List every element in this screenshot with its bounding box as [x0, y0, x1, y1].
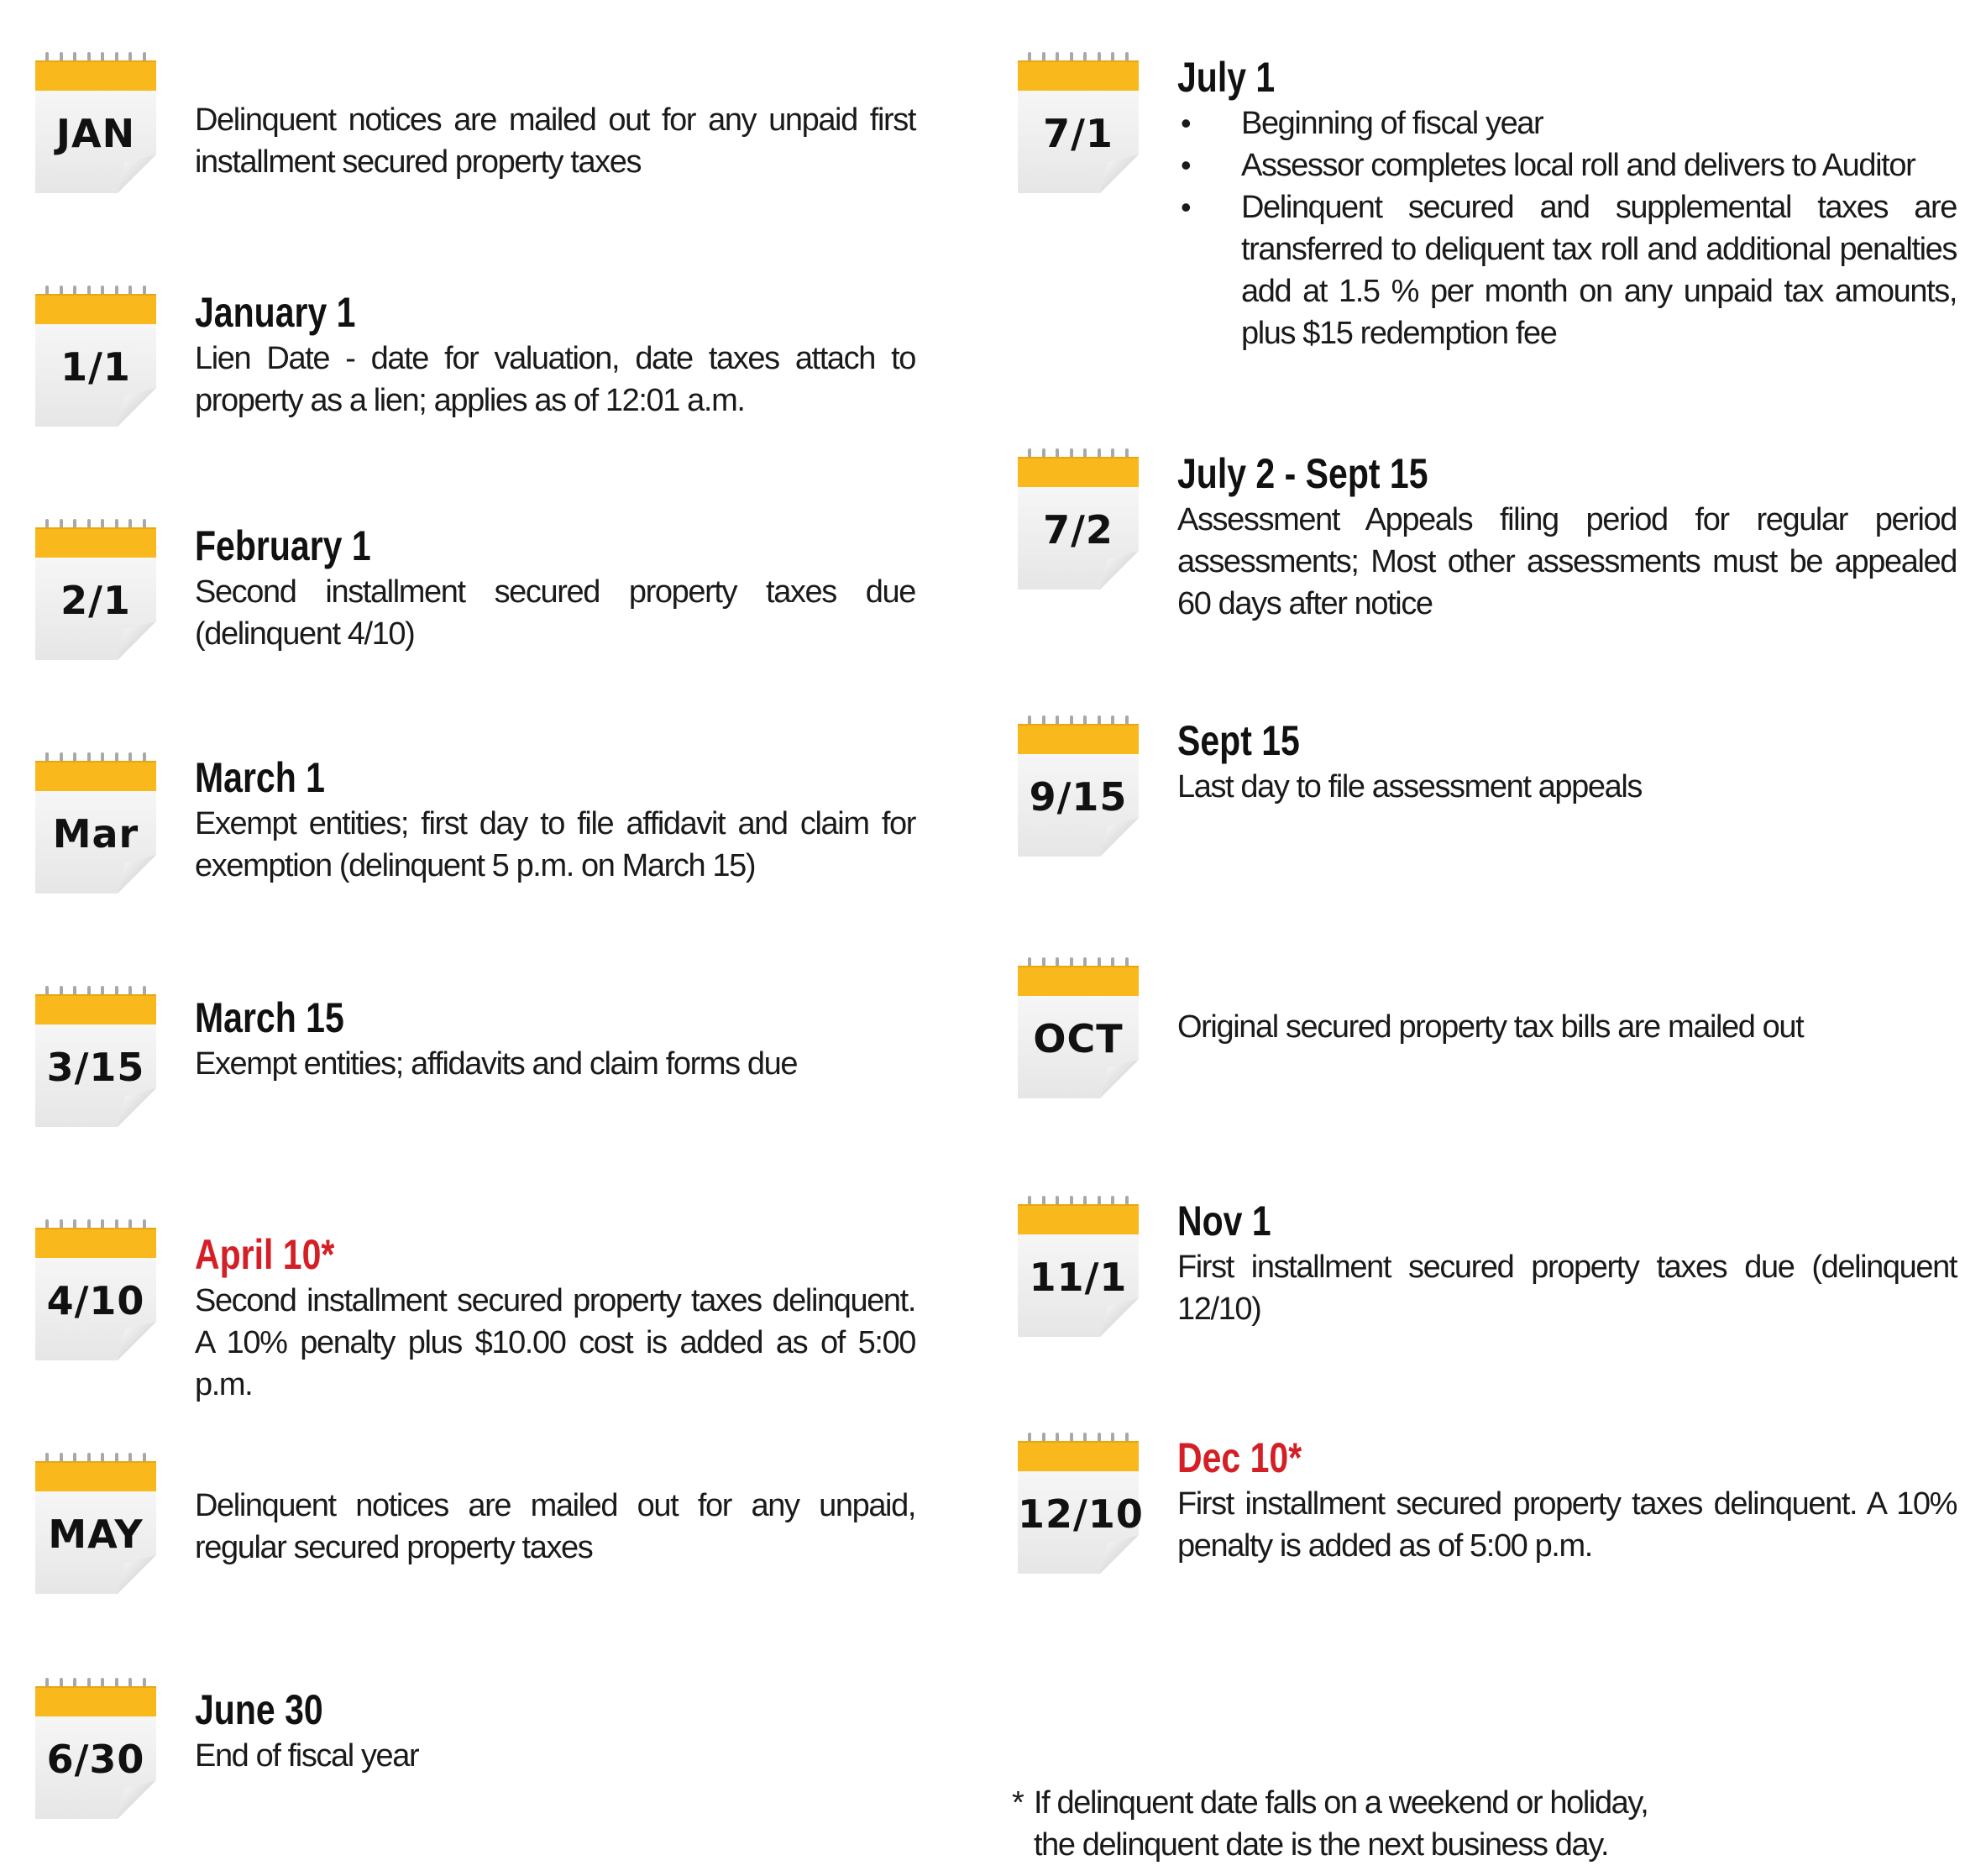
- footnote-asterisk: *: [1012, 1785, 1024, 1821]
- calendar-icon: [35, 1678, 156, 1819]
- calendar-icon: [35, 986, 156, 1127]
- calendar-icon: [35, 52, 156, 193]
- entry-title: June 30: [195, 1686, 323, 1733]
- entry-description: End of fiscal year: [195, 1738, 419, 1774]
- entry-title: March 1: [195, 754, 325, 801]
- calendar-icon: [35, 519, 156, 660]
- calendar-label: MAY: [48, 1512, 144, 1557]
- calendar-label: 6/30: [46, 1737, 145, 1782]
- entry-description: Delinquent notices are mailed out for any unpaid first installment secured property taxes: [195, 102, 915, 180]
- entry-title: January 1: [195, 289, 356, 336]
- calendar-icon: [1018, 1433, 1144, 1574]
- calendar-label: Mar: [52, 811, 139, 857]
- calendar-label: 2/1: [60, 578, 131, 623]
- calendar-label: 3/15: [46, 1045, 145, 1090]
- entry-description: First installment secured property taxes delinquent. A 10% penalty is added as of 5:00 p.m.: [1177, 1486, 1957, 1564]
- calendar-label: 1/1: [60, 344, 131, 390]
- entry-description: Delinquent notices are mailed out for any unpaid, regular secured property taxes: [195, 1488, 915, 1565]
- calendar-icon: [35, 1219, 156, 1360]
- entry-description: Second installment secured property taxes delinquent. A 10% penalty plus $10.00 cost is added as of 5:00 p.m.: [195, 1283, 915, 1402]
- calendar-label: 7/1: [1043, 111, 1114, 156]
- calendar-label: 9/15: [1029, 774, 1128, 820]
- bullet-list: [1177, 102, 1957, 354]
- bullet-item: • Assessor completes local roll and delivers to Auditor: [1177, 144, 1957, 186]
- entry-description: Assessment Appeals filing period for regular period assessments; Most other assessments must be appealed 60 days after notice: [1177, 502, 1957, 621]
- bullet-item: • Delinquent secured and supplemental taxes are transferred to deliquent tax roll and additional penalties add at 1.5 % per month on any unpaid tax amounts, plus $15 redemption fee: [1177, 186, 1957, 354]
- entry-title: Sept 15: [1177, 717, 1300, 764]
- calendar-icon: [1018, 957, 1139, 1098]
- entry-title: July 1: [1177, 54, 1276, 101]
- entry-title: Dec 10*: [1177, 1434, 1302, 1481]
- calendar-icon: [35, 752, 156, 893]
- calendar-icon: [1018, 1196, 1139, 1337]
- entry-title: Nov 1: [1177, 1197, 1271, 1245]
- bullet-item: • Beginning of fiscal year: [1177, 102, 1957, 144]
- entry-title: July 2 - Sept 15: [1177, 450, 1428, 497]
- calendar-label: OCT: [1033, 1016, 1124, 1061]
- calendar-label: 12/10: [1018, 1491, 1144, 1537]
- calendar-label: 7/2: [1043, 507, 1114, 553]
- calendar-label: 4/10: [46, 1278, 145, 1323]
- entry-description: Last day to file assessment appeals: [1177, 769, 1643, 804]
- footnote-line: If delinquent date falls on a weekend or holiday,: [1034, 1785, 1648, 1821]
- calendar-icon: [1018, 715, 1139, 857]
- entry-description: Lien Date - date for valuation, date taxes attach to property as a lien; applies as of 12:01 a.m.: [195, 341, 915, 418]
- calendar-icon: [35, 1453, 156, 1594]
- entry-title: March 15: [195, 994, 344, 1041]
- calendar-icon: [35, 286, 156, 427]
- entry-title: April 10*: [195, 1231, 335, 1278]
- calendar-label: JAN: [55, 111, 136, 156]
- entry-description: First installment secured property taxes due (delinquent 12/10): [1177, 1250, 1957, 1327]
- entry-description: Exempt entities; first day to file affidavit and claim for exemption (delinquent 5 p.m. on March 15): [195, 806, 915, 883]
- entry-description: Original secured property tax bills are mailed out: [1177, 1009, 1804, 1045]
- footnote-line: the delinquent date is the next business day.: [1034, 1827, 1609, 1863]
- footnote: [1012, 1782, 1768, 1866]
- calendar-icon: [1018, 52, 1139, 193]
- calendar-icon: [1018, 448, 1139, 590]
- entry-description: Second installment secured property taxes due (delinquent 4/10): [195, 574, 915, 652]
- calendar-label: 11/1: [1029, 1255, 1128, 1300]
- entry-description: Exempt entities; affidavits and claim forms due: [195, 1046, 798, 1082]
- entry-title: February 1: [195, 522, 371, 569]
